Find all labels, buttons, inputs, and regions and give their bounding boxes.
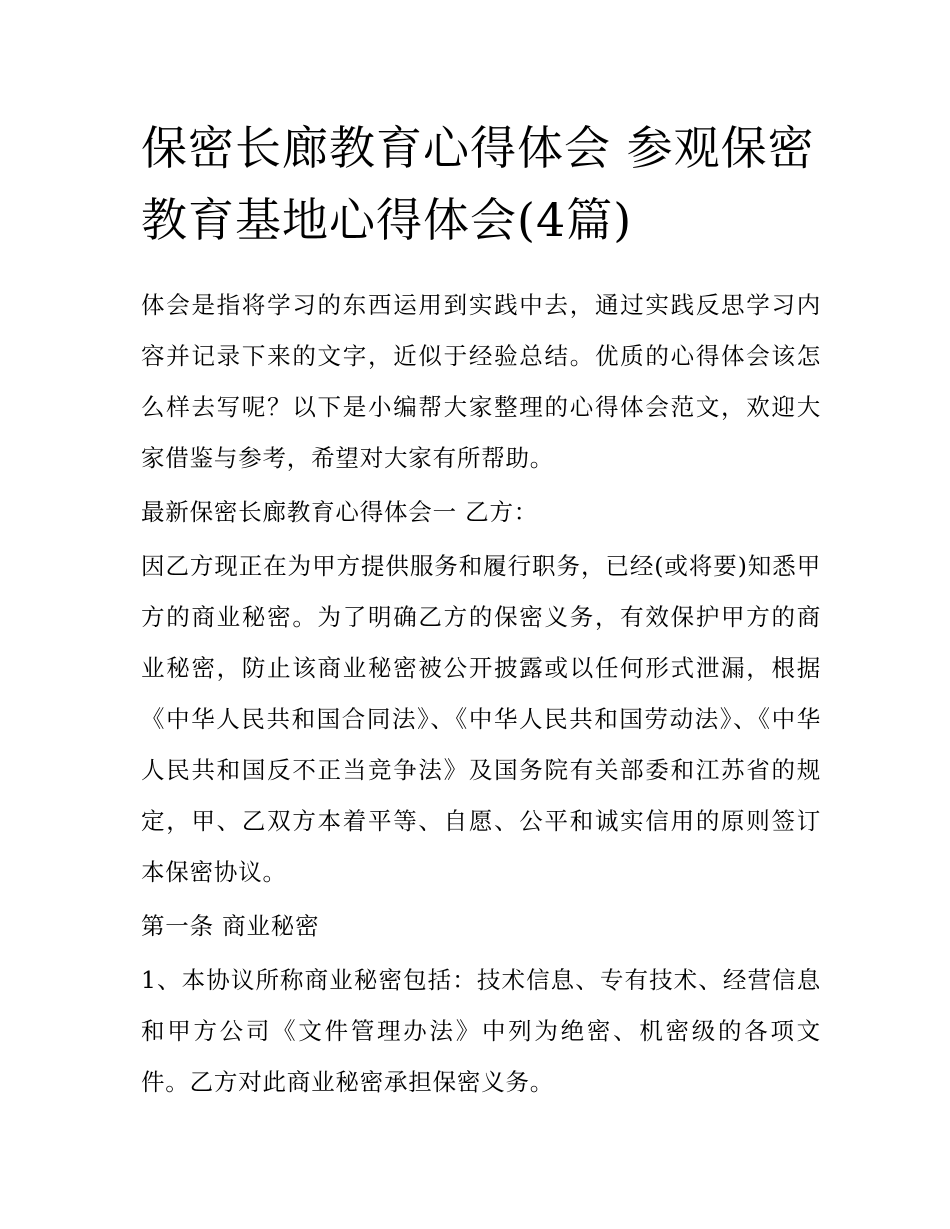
intro-paragraph: 体会是指将学习的东西运用到实践中去，通过实践反思学习内容并记录下来的文字，近似于经验总结。优质的心得体会该怎么样去写呢？以下是小编帮大家整理的心得体会范文，欢迎大家借鉴与参考，希望对大家有所帮助。	[141, 291, 821, 472]
document-body	[141, 280, 821, 1111]
section-heading: 最新保密长廊教育心得体会一 乙方：	[141, 498, 539, 526]
article-clause-1: 1、本协议所称商业秘密包括：技术信息、专有技术、经营信息和甲方公司《文件管理办法》中列为绝密、机密级的各项文件。乙方对此商业秘密承担保密义务。	[141, 966, 821, 1096]
article-heading: 第一条 商业秘密	[141, 912, 320, 940]
document-title: 保密长廊教育心得体会 参观保密教育基地心得体会(4篇)	[141, 121, 815, 247]
agreement-paragraph: 因乙方现正在为甲方提供服务和履行职务，已经(或将要)知悉甲方的商业秘密。为了明确乙方的保密义务，有效保护甲方的商业秘密，防止该商业秘密被公开披露或以任何形式泄漏，根据《中华人民共和国合同法》、《中华人民共和国劳动法》、《中华人民共和国反不正当竞争法》及国务院有关部委和江苏省的规定，甲、乙双方本着平等、自愿、公平和诚实信用的原则签订本保密协议。	[141, 552, 821, 886]
